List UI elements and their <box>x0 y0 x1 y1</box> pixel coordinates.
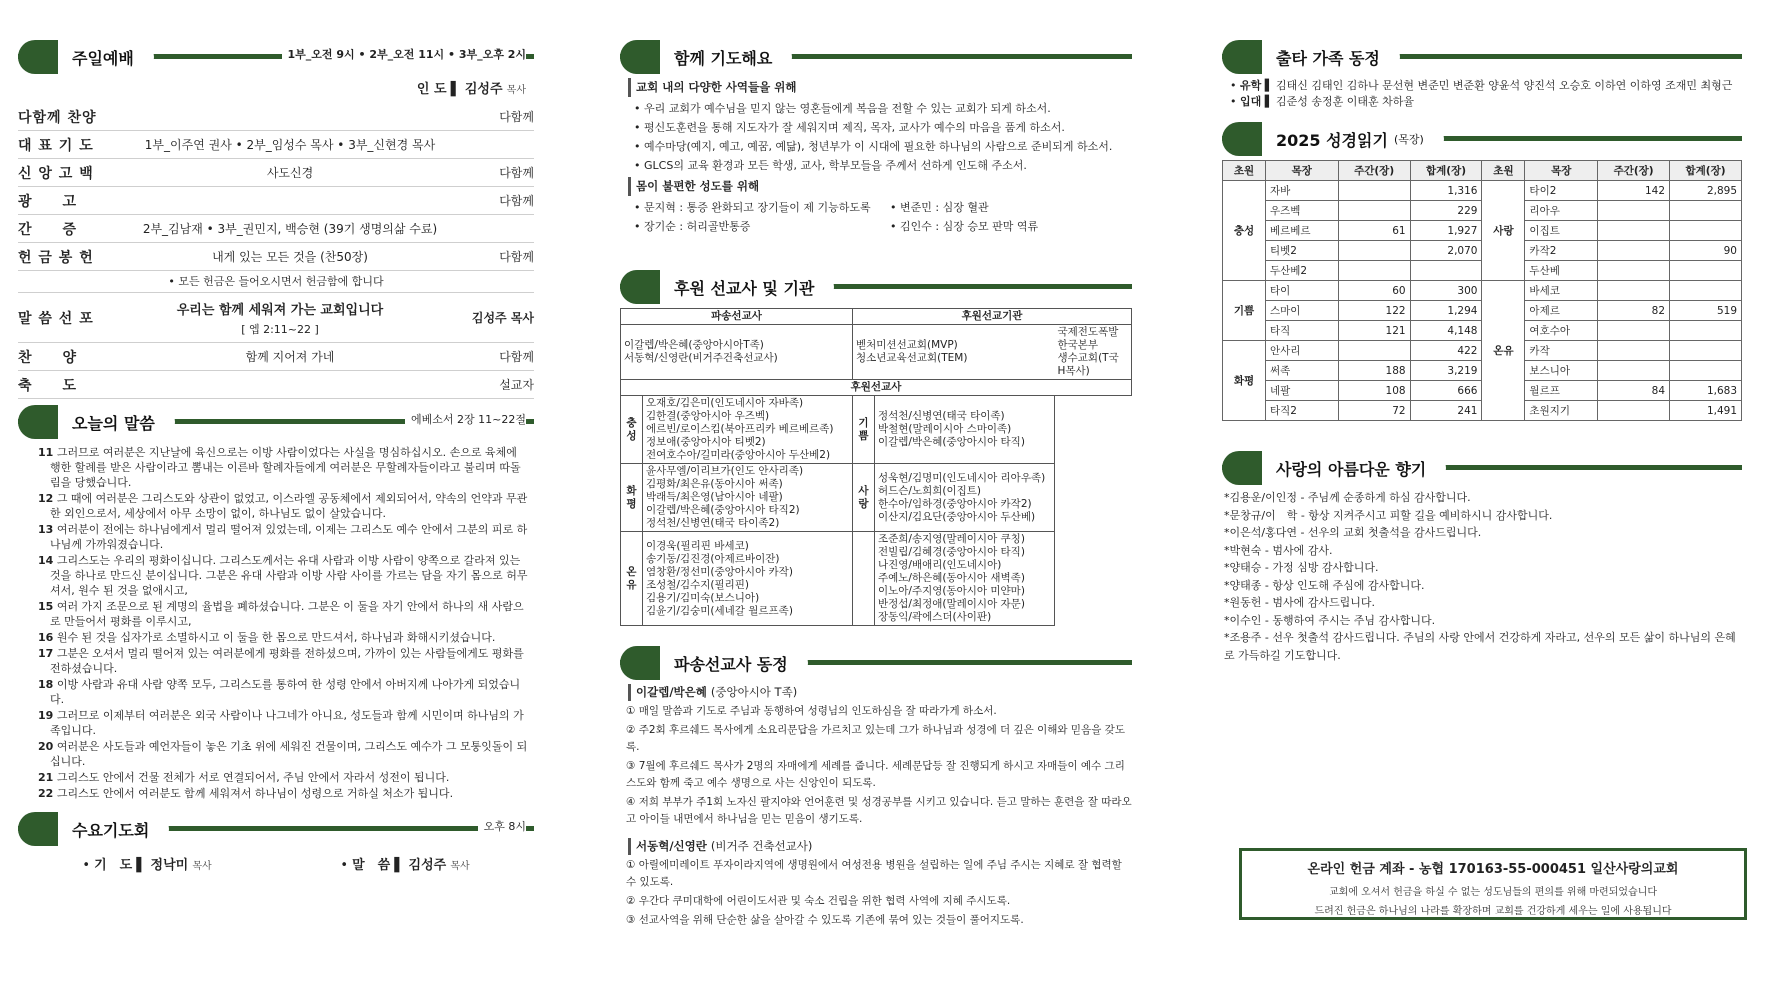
bible-group: 기쁨 <box>1223 281 1266 341</box>
family-header <box>1222 40 1742 74</box>
service-label: 간 증 <box>18 221 78 238</box>
bible-col-head: 초원 <box>1223 161 1266 181</box>
bible-name: 타직 <box>1265 321 1338 341</box>
verse <box>24 770 528 785</box>
bible-total: 300 <box>1410 281 1482 301</box>
leader-role: 목사 <box>506 85 526 96</box>
support-names <box>875 464 1055 532</box>
missionary-name: 염창환/정선미(중앙아시아 카작) <box>646 565 793 578</box>
missionary-name: 이산지/김요단(중앙아시아 두산베) <box>878 510 1036 523</box>
bible-group: 화평 <box>1223 341 1266 421</box>
service-row <box>18 159 534 187</box>
thanks-header <box>1222 451 1742 485</box>
verse-text: 그 때에 여러분은 그리스도와 상관이 없었고, 이스라엘 공동체에서 제외되어서, 약속의 언약과 무관한 외인으로서, 세상에서 아무 소망이 없이, 하나님도 없이 살았습니다. <box>50 492 528 520</box>
order-of-service <box>18 103 534 271</box>
verse-text: 여러분은 사도들과 예언자들이 놓은 기초 위에 세워진 건물이며, 그리스도 예수가 그 모퉁잇돌이 되십니다. <box>50 740 528 768</box>
thanks-item: *양태승 - 가정 심방 감사합니다. <box>1224 561 1379 574</box>
bible-week: 61 <box>1338 221 1410 241</box>
bible-week: 60 <box>1338 281 1410 301</box>
verse-number: 12 <box>38 492 54 505</box>
service-who: 다함께 <box>499 350 534 364</box>
bible-name: 바세코 <box>1525 281 1598 301</box>
missionary-name: 김용기/김미숙(보스니아) <box>646 591 760 604</box>
verse-number: 16 <box>38 631 54 644</box>
leader-name: 김성주 <box>464 82 503 97</box>
missionary-name: 김평화/최은유(동아시아 써족) <box>646 478 783 490</box>
verse-text: 여러분이 전에는 하나님에게서 멀리 떨어져 있었는데, 이제는 그리스도 예수 안에서 그분의 피로 하나님께 가까워졌습니다. <box>50 523 528 551</box>
bible-total: 90 <box>1670 241 1742 261</box>
service-row <box>18 243 534 271</box>
bible-total <box>1670 261 1742 281</box>
sermon-label: 말 씀 선 포 <box>18 310 94 327</box>
bible-col-head: 합계(장) <box>1670 161 1742 181</box>
bible-name: 자바 <box>1265 181 1338 201</box>
support-header <box>620 270 1132 304</box>
wednesday-prayer: • 기 도 ▌ 정낙미 목사 <box>82 858 212 873</box>
bible-title: 2025 성경읽기 <box>1276 130 1388 150</box>
sick-item: • 변준민 : 심장 혈관 <box>890 201 989 214</box>
bible-group: 사랑 <box>1482 181 1525 281</box>
dispatch-2: 서동혁/신영란(비거주건축선교사) <box>624 352 778 364</box>
support-category: 사랑 <box>853 464 875 532</box>
org-head: 후원선교기관 <box>853 309 1132 325</box>
bible-name: 안사리 <box>1265 341 1338 361</box>
abroad-label: 유학 <box>1240 79 1262 92</box>
bible-week <box>1338 241 1410 261</box>
thanks-item: *원동헌 - 범사에 감사드립니다. <box>1224 596 1375 609</box>
bible-name: 타이2 <box>1525 181 1598 201</box>
bible-total <box>1670 221 1742 241</box>
service-row <box>18 131 534 159</box>
bible-col-head: 목장 <box>1525 161 1598 181</box>
thanks-item: *문창규/이 학 - 항상 지켜주시고 피할 길을 예비하시니 감사합니다. <box>1224 508 1553 522</box>
service-who: 설교자 <box>499 378 534 392</box>
missionary-name: 오재호/김은미(인도네시아 자바족) <box>646 397 804 409</box>
bible-total: 519 <box>1670 301 1742 321</box>
support-category: 기쁨 <box>853 396 875 464</box>
bible-col-head: 합계(장) <box>1410 161 1482 181</box>
pray-text: 평신도훈련을 통해 지도자가 잘 세워지며 제직, 목자, 교사가 예수의 마음을 품게 하소서. <box>644 121 1065 134</box>
bible-total: 666 <box>1410 381 1482 401</box>
verse <box>24 630 528 645</box>
service-row <box>18 103 534 131</box>
bible-total: 1,927 <box>1410 221 1482 241</box>
thanks-title: 사랑의 아름다운 향기 <box>1262 451 1446 485</box>
pray-heading-1: 교회 내의 다양한 사역들을 위해 <box>628 78 1132 97</box>
bible-total: 229 <box>1410 201 1482 221</box>
missionary-name: 정석천/신병연(태국 타이족2) <box>646 517 780 529</box>
mission-news: ② 우간다 쿠미대학에 어린이도서관 및 숙소 건립을 위한 협력 사역에 지혜 주시도록. <box>626 895 1011 907</box>
org-4: 생수교회(T국 H목사) <box>1057 352 1119 377</box>
bible-week: 72 <box>1338 401 1410 421</box>
service-who: 다함께 <box>499 166 534 180</box>
missionary-name: 허드슨/노희희(이집트) <box>878 484 982 497</box>
bible-name: 월르프 <box>1525 381 1598 401</box>
bible-total: 1,316 <box>1410 181 1482 201</box>
support-names <box>643 396 853 464</box>
dmission-name-2: 서동혁/신영란 <box>636 839 707 853</box>
bible-title-sub: (목장) <box>1393 133 1424 146</box>
service-detail: 함께 지어져 가네 <box>245 350 335 364</box>
verse-text: 그러므로 이제부터 여러분은 외국 사람이나 나그네가 아니요, 성도들과 함께 시민이며 하나님의 가족입니다. <box>50 709 524 737</box>
verse-text: 그러므로 여러분은 지난날에 육신으로는 이방 사람이었다는 사실을 명심하십시오. 손으로 육체에 행한 할례를 받은 사람이라고 뽐내는 이른바 할례자들에게 여러분은 무할례자들이라고 불리며 따돌림을 당했습니다. <box>50 446 521 489</box>
bible-title-wrap <box>1262 122 1444 156</box>
verse-text: 그리스도 안에서 여러분도 함께 세워져서 하나님이 성령으로 거하실 처소가 됩니다. <box>56 787 454 800</box>
word-title: 오늘의 말씀 <box>58 405 175 439</box>
bible-week <box>1598 241 1670 261</box>
verse-number: 22 <box>38 787 54 800</box>
missionary-name: 한수아/임하경(중앙아시아 카작2) <box>878 497 1032 510</box>
verse-number: 18 <box>38 678 54 691</box>
mission-news: ③ 7월에 후르쉐드 목사가 2명의 자매에게 세례를 줍니다. 세례문답등 잘 진행되게 하시고 자매들이 예수 그리스도와 함께 죽고 예수 생명으로 사는 신앙인이 되도록. <box>626 760 1125 789</box>
bible-total: 4,148 <box>1410 321 1482 341</box>
scripture-text <box>18 443 534 804</box>
service-detail: 2부_김남재 • 3부_권민지, 백승현 (39기 생명의삶 수료) <box>142 222 438 236</box>
offering-note: • 모든 헌금은 들어오시면서 헌금함에 합니다 <box>18 271 534 293</box>
word-header <box>18 405 534 439</box>
sunday-times: 1부_오전 9시 • 2부_오전 11시 • 3부_오후 2시 <box>282 46 526 62</box>
bible-week <box>1598 201 1670 221</box>
bible-col-head: 주간(장) <box>1338 161 1410 181</box>
service-label: 찬 양 <box>18 349 78 366</box>
thanks-item: *양태종 - 항상 인도해 주심에 감사합니다. <box>1224 578 1425 592</box>
bible-name: 타직2 <box>1265 401 1338 421</box>
bible-total <box>1670 321 1742 341</box>
verse-text: 이방 사람과 유대 사람 양쪽 모두, 그리스도를 통하여 한 성령 안에서 아버지께 나아가게 되었습니다. <box>50 678 521 706</box>
service-label: 광 고 <box>18 193 78 210</box>
missionary-name: 김윤기/김숭미(세네갈 월르프족) <box>646 604 793 617</box>
verse <box>24 599 528 629</box>
service-row <box>18 215 534 243</box>
pray-item: • 우리 교회가 예수님을 믿지 않는 영혼들에게 복음을 전할 수 있는 교회가 되게 하소서. <box>634 102 1051 115</box>
verse <box>24 491 528 521</box>
pray-text: 예수마당(예지, 예고, 예꿈, 예닮), 청년부가 이 시대에 필요한 하나님의 사람으로 준비되게 하소서. <box>644 140 1113 153</box>
pray-text: 우리 교회가 예수님을 믿지 않는 영혼들에게 복음을 전할 수 있는 교회가 되게 하소서. <box>644 102 1051 115</box>
bible-total: 1,294 <box>1410 301 1482 321</box>
verse <box>24 553 528 598</box>
dispatch-1: 이갈렙/박은혜(중앙아시아T족) <box>624 339 764 351</box>
service-row <box>18 371 534 399</box>
bible-name: 네팔 <box>1265 381 1338 401</box>
bible-week <box>1598 221 1670 241</box>
bible-total <box>1410 261 1482 281</box>
verse-text: 그분은 오셔서 멀리 떨어져 있는 여러분에게 평화를 전하셨으며, 가까이 있는 사람들에게도 평화를 전하셨습니다. <box>50 647 524 675</box>
bible-name: 아제르 <box>1525 301 1598 321</box>
online-account-box <box>1239 848 1747 920</box>
support-title: 후원 선교사 및 기관 <box>660 270 834 304</box>
service-label: 대 표 기 도 <box>18 137 94 154</box>
sick-text: 김인수 : 심장 승모 판막 역류 <box>900 220 1039 233</box>
bible-total: 3,219 <box>1410 361 1482 381</box>
thanks-list <box>1222 489 1742 664</box>
missionary-name: 반정섭/최정애(말레이시아 자문) <box>878 598 1025 610</box>
verse <box>24 445 528 490</box>
mission-news: ① 아릴에미레이트 푸자이라지역에 생명원에서 여성전용 병원을 설립하는 일에 주님 주시는 지혜로 잘 협력할 수 있도록. <box>626 859 1122 888</box>
bible-group: 온유 <box>1482 281 1525 421</box>
missionary-name: 나진영/배애리(인도네시아) <box>878 559 1002 571</box>
thanks-item: *이수인 - 동행하여 주시는 주님 감사합니다. <box>1224 613 1436 627</box>
service-row <box>18 343 534 371</box>
verse <box>24 522 528 552</box>
bible-week: 121 <box>1338 321 1410 341</box>
order-of-service-end <box>18 343 534 399</box>
bible-header <box>1222 122 1742 156</box>
bible-group: 충성 <box>1223 181 1266 281</box>
family-list: • 유학 ▌ 김태신 김태인 김하나 문선현 변준민 변준환 양윤석 양진석 오승호 이하연 이하영 조재민 최형근 • 입대 ▌ 김준성 송정훈 이태훈 차하율 <box>1222 78 1742 110</box>
sunday-header <box>18 40 534 74</box>
dmission-name-1: 이갈렙/박은혜 <box>636 685 707 699</box>
bible-total: 2,070 <box>1410 241 1482 261</box>
service-label: 다함께 찬양 <box>18 109 97 126</box>
wednesday-word: • 말 씀 ▌ 김성주 목사 <box>340 858 470 873</box>
family-title: 출타 가족 동정 <box>1262 40 1400 74</box>
missionary-name: 정보애(중앙아시아 티벳2) <box>646 436 766 448</box>
missionary-name: 이갈렙/박은혜(중앙아시아 타직) <box>878 436 1025 448</box>
bible-week <box>1598 281 1670 301</box>
dispatch-head: 파송선교사 <box>621 309 853 325</box>
verse <box>24 677 528 707</box>
pray-item: • 예수마당(예지, 예고, 예꿈, 예닮), 청년부가 이 시대에 필요한 하나님의 사람으로 준비되게 하소서. <box>634 140 1113 153</box>
pray-text: GLCS의 교육 환경과 모든 학생, 교사, 학부모들을 주께서 선하게 인도해 주소서. <box>644 159 1027 172</box>
mission-news: ④ 저희 부부가 주1회 노자신 팔지야와 언어훈련 및 성경공부를 시키고 있습니다. 듣고 말하는 훈련을 잘 따라오고 아이들 내면에서 하나님을 믿는 믿음이 생기도록. <box>626 796 1132 825</box>
missionary-name: 송기동/김진경(아제르바이잔) <box>646 552 780 565</box>
bible-week: 82 <box>1598 301 1670 321</box>
missionary-name: 주예노/하은혜(동아시아 새벽족) <box>878 572 1025 584</box>
service-detail: 내게 있는 모든 것을 (찬50장) <box>212 250 368 264</box>
bible-week: 188 <box>1338 361 1410 381</box>
bible-name: 써족 <box>1265 361 1338 381</box>
verse-text: 여러 가지 조문으로 된 계명의 율법을 폐하셨습니다. 그분은 이 둘을 자기 안에서 하나의 새 사람으로 만들어서 평화를 이루시고, <box>50 600 524 628</box>
verse <box>24 739 528 769</box>
bible-week <box>1338 181 1410 201</box>
bible-total: 1,491 <box>1670 401 1742 421</box>
bible-name: 초원지기 <box>1525 401 1598 421</box>
missionary-name: 장동익/곽에스더(사이판) <box>878 611 992 623</box>
bible-col-head: 초원 <box>1482 161 1525 181</box>
missionary-name: 이경욱(필리핀 바세코) <box>646 539 749 552</box>
missionary-name: 이갈렙/박은혜(중앙아시아 타직2) <box>646 504 800 516</box>
dmission-place-2: (비거주 건축선교사) <box>710 839 813 853</box>
missionary-name: 에르빈/로이스킴(북아프리카 베르베르족) <box>646 423 834 435</box>
support-names <box>643 464 853 532</box>
verse <box>24 708 528 738</box>
missionary-name: 김한결(중앙아시아 우즈벡) <box>646 410 770 422</box>
org-3: 청소년교육선교회(TEM) <box>856 352 968 364</box>
leader-label: 인 도 <box>416 82 447 97</box>
missionary-name: 윤사무엘/이리브가(인도 안사리족) <box>646 465 804 477</box>
bible-name: 베르베르 <box>1265 221 1338 241</box>
bible-total <box>1670 201 1742 221</box>
sick-item: • 장기순 : 허리골반통증 <box>634 220 751 233</box>
missionary-name: 조성철/김수지(필리핀) <box>646 578 750 591</box>
service-who: 다함께 <box>499 250 534 264</box>
bible-name: 두산베 <box>1525 261 1598 281</box>
bible-week: 84 <box>1598 381 1670 401</box>
dmission-title: 파송선교사 동정 <box>660 646 808 680</box>
army-label: 입대 <box>1240 95 1262 108</box>
bible-col-head: 목장 <box>1265 161 1338 181</box>
bible-name: 우즈벡 <box>1265 201 1338 221</box>
mission-news: ① 매일 말씀과 기도로 주님과 동행하여 성령님의 인도하심을 잘 따라가게 하소서. <box>626 705 997 717</box>
sermon-preacher: 김성주 목사 <box>471 311 534 325</box>
missionary-name: 성욱현/김명미(인도네시아 리아우족) <box>878 471 1046 484</box>
pray-item: • GLCS의 교육 환경과 모든 학생, 교사, 학부모들을 주께서 선하게 인도해 주소서. <box>634 159 1027 172</box>
verse-number: 13 <box>38 523 54 536</box>
pray-heading-2: 몸이 불편한 성도를 위해 <box>628 177 1132 196</box>
service-detail: 사도신경 <box>266 166 314 180</box>
bible-week <box>1598 401 1670 421</box>
bible-week: 122 <box>1338 301 1410 321</box>
verse-number: 20 <box>38 740 54 753</box>
wednesday-roles <box>18 854 534 873</box>
verse-number: 14 <box>38 554 54 567</box>
dmission-place-1: (중앙아시아 T족) <box>710 685 798 699</box>
bible-week <box>1338 261 1410 281</box>
org-1: 벧처미션선교회(MVP) <box>856 339 958 351</box>
sermon-row <box>18 293 534 343</box>
sermon-title: 우리는 함께 세워져 가는 교회입니다 <box>176 302 384 318</box>
column-family <box>1222 40 1742 664</box>
verse-number: 15 <box>38 600 54 613</box>
abroad-names: 김태신 김태인 김하나 문선현 변준민 변준환 양윤석 양진석 오승호 이하연 이하영 조재민 최형근 <box>1276 79 1733 92</box>
column-prayer-mission <box>620 40 1132 931</box>
bible-week <box>1598 321 1670 341</box>
service-label: 헌 금 봉 헌 <box>18 249 94 266</box>
service-label: 축 도 <box>18 377 78 394</box>
thanks-item: *김용운/이인정 - 주님께 순종하게 하심 감사합니다. <box>1224 491 1471 504</box>
bible-total: 1,683 <box>1670 381 1742 401</box>
verse-number: 11 <box>38 446 54 459</box>
bible-total: 241 <box>1410 401 1482 421</box>
bible-name: 티벳2 <box>1265 241 1338 261</box>
bible-name: 두산베2 <box>1265 261 1338 281</box>
bible-col-head: 주간(장) <box>1598 161 1670 181</box>
support-names <box>875 532 1055 626</box>
verse-text: 그리스도 안에서 건물 전체가 서로 연결되어서, 주님 안에서 자라서 성전이 됩니다. <box>56 771 450 784</box>
pray-list <box>620 78 1132 236</box>
service-label: 신 앙 고 백 <box>18 165 94 182</box>
support-table <box>620 308 1132 626</box>
sunday-title: 주일예배 <box>58 40 154 74</box>
verse-text: 원수 된 것을 십자가로 소멸하시고 이 둘을 한 몸으로 만드셔서, 하나님과 화해시키셨습니다. <box>56 631 496 644</box>
mission-news: ② 주2회 후르쉐드 목사에게 소요리문답을 가르치고 있는데 그가 하나님과 성경에 더 깊은 이해와 믿음을 갖도록. <box>626 724 1125 753</box>
verse <box>24 646 528 676</box>
verse-text: 그리스도는 우리의 평화이십니다. 그리스도께서는 유대 사람과 이방 사람이 양쪽으로 갈라져 있는 것을 하나로 만드신 분이십니다. 그분은 유대 사람과 이방 사람 사이를 가르는 담을 자기 몸으로 허무셔서, 원수 된 것을 없애시고, <box>50 554 528 597</box>
service-row <box>18 187 534 215</box>
bible-total: 422 <box>1410 341 1482 361</box>
bible-name: 보스니아 <box>1525 361 1598 381</box>
sick-text: 문지혁 : 통증 완화되고 장기들이 제 기능하도록 <box>644 201 871 214</box>
wednesday-title: 수요기도회 <box>58 812 169 846</box>
support-category: 화평 <box>621 464 643 532</box>
service-detail: 1부_이주연 권사 • 2부_임성수 목사 • 3부_신현경 목사 <box>144 138 436 152</box>
service-who: 다함께 <box>499 110 534 124</box>
bible-week <box>1338 341 1410 361</box>
verse <box>24 786 528 801</box>
sermon-ref: [ 엡 2:11~22 ] <box>241 322 319 336</box>
dmission-header <box>620 646 1132 680</box>
support-head: 후원선교사 <box>621 380 1132 396</box>
support-names <box>643 532 853 626</box>
bible-table <box>1222 160 1742 421</box>
bible-name: 스마이 <box>1265 301 1338 321</box>
thanks-item: *박현숙 - 범사에 감사. <box>1224 543 1333 557</box>
support-category: 충성 <box>621 396 643 464</box>
missionary-name: 이노아/주지영(동아시아 미얀마) <box>878 585 1025 597</box>
account-line-1: 온라인 헌금 계좌 - 농협 170163-55-000451 일산사랑의교회 <box>1307 862 1679 877</box>
bible-name: 리아우 <box>1525 201 1598 221</box>
bible-total <box>1670 361 1742 381</box>
org-2: 국제전도폭발 한국본부 <box>1057 326 1119 351</box>
pray-title: 함께 기도해요 <box>660 40 792 74</box>
support-names <box>875 396 1055 464</box>
verse-number: 21 <box>38 771 54 784</box>
pray-item: • 평신도훈련을 통해 지도자가 잘 세워지며 제직, 목자, 교사가 예수의 마음을 품게 하소서. <box>634 121 1065 134</box>
bible-week <box>1338 201 1410 221</box>
bible-week <box>1598 341 1670 361</box>
support-category: 온유 <box>621 532 643 626</box>
bible-week <box>1598 361 1670 381</box>
column-worship <box>18 40 534 873</box>
missionary-name: 조준희/송지영(말레이시아 쿠칭) <box>878 533 1025 545</box>
verse-number: 17 <box>38 647 54 660</box>
bible-week <box>1598 261 1670 281</box>
support-category <box>853 532 875 626</box>
wednesday-header <box>18 812 534 846</box>
army-names: 김준성 송정훈 이태훈 차하율 <box>1276 95 1415 108</box>
account-line-2: 교회에 오셔서 헌금을 하실 수 없는 성도님들의 편의를 위해 마련되었습니다 <box>1328 887 1658 898</box>
account-line-3: 드려진 헌금은 하나님의 나라를 확장하며 교회를 건강하게 세우는 일에 사용됩니다 <box>1314 906 1672 917</box>
missionary-name: 전여호수아/길미라(중앙아시아 두산베2) <box>646 449 831 461</box>
sick-text: 장기순 : 허리골반통증 <box>644 220 751 233</box>
bible-total: 2,895 <box>1670 181 1742 201</box>
bible-week: 142 <box>1598 181 1670 201</box>
bible-name: 이집트 <box>1525 221 1598 241</box>
sick-item: • 문지혁 : 통증 완화되고 장기들이 제 기능하도록 <box>634 201 871 214</box>
missionary-name: 전빌립/김혜경(중앙아시아 타직) <box>878 546 1025 558</box>
bible-name: 타이 <box>1265 281 1338 301</box>
bible-total <box>1670 281 1742 301</box>
bible-name: 여호수아 <box>1525 321 1598 341</box>
bible-week: 108 <box>1338 381 1410 401</box>
thanks-item: *이은석/홍다연 - 선우의 교회 첫출석을 감사드립니다. <box>1224 526 1482 539</box>
verse-number: 19 <box>38 709 54 722</box>
mission-news: ③ 선교사역을 위해 단순한 삶을 살아갈 수 있도록 기존에 묶여 있는 것들이 풀어지도록. <box>626 914 1024 926</box>
pray-header <box>620 40 1132 74</box>
missionary-name: 정석천/신병연(태국 타이족) <box>878 410 1005 422</box>
thanks-item: *조용주 - 선우 첫출석 감사드립니다. 주님의 사랑 안에서 건강하게 자라고, 선우의 모든 삶이 하나님의 은혜로 가득하길 기도합니다. <box>1224 631 1736 662</box>
bible-name: 카작2 <box>1525 241 1598 261</box>
service-who: 다함께 <box>499 194 534 208</box>
bible-name: 카작 <box>1525 341 1598 361</box>
missionary-name: 박철현(말레이시아 스마이족) <box>878 423 1012 435</box>
leader-line: 인 도 ▌ 김성주 목사 <box>416 82 526 97</box>
dmission-list <box>620 684 1132 929</box>
wednesday-time: 오후 8시 <box>478 818 526 834</box>
word-ref: 에베소서 2장 11~22절 <box>405 411 526 427</box>
bible-total <box>1670 341 1742 361</box>
sick-text: 변준민 : 심장 혈관 <box>900 201 989 214</box>
missionary-name: 박래득/최은영(남아시아 네팔) <box>646 491 783 503</box>
sick-item: • 김인수 : 심장 승모 판막 역류 <box>890 220 1039 233</box>
